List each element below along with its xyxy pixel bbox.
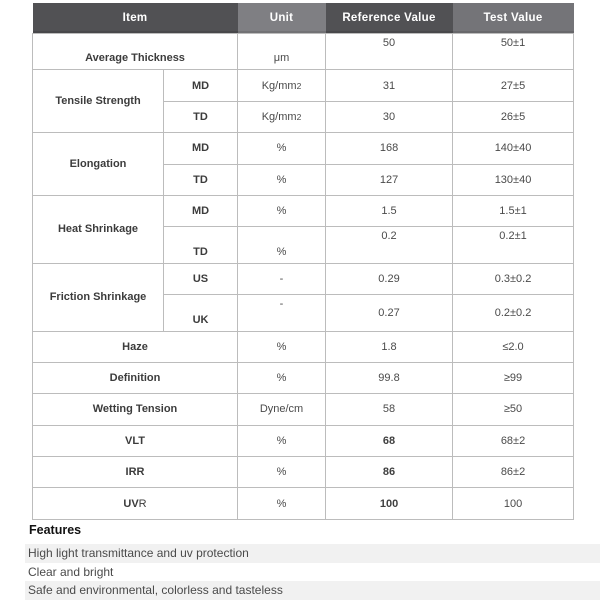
- feature-item: Clear and bright: [25, 563, 600, 582]
- unit-cell: %: [238, 133, 326, 164]
- sub-item-cell: TD: [164, 227, 238, 263]
- unit-text: Kg/mm: [261, 110, 297, 123]
- unit-cell: %: [238, 488, 326, 519]
- test-cell: 50±1: [453, 34, 574, 70]
- item-cell: Haze: [33, 331, 238, 362]
- spec-table-container: [32, 3, 574, 520]
- unit-cell: -: [238, 295, 326, 331]
- features-title: Features: [29, 523, 82, 537]
- sub-item-cell: UK: [164, 295, 238, 331]
- reference-cell: 0.29: [326, 263, 453, 294]
- reference-cell: 168: [326, 133, 453, 164]
- item-cell: Wetting Tension: [33, 394, 238, 425]
- item-cell: Elongation: [33, 133, 164, 196]
- unit-subscript: 2: [296, 80, 302, 91]
- test-cell: 86±2: [453, 457, 574, 488]
- table-row: [33, 331, 574, 362]
- reference-cell: 99.8: [326, 362, 453, 393]
- unit-cell: %: [238, 331, 326, 362]
- reference-cell: 100: [326, 488, 453, 519]
- test-cell: 0.2±0.2: [453, 295, 574, 331]
- spec-table: [32, 3, 574, 520]
- unit-cell: [238, 101, 326, 132]
- item-text-suffix: R: [138, 497, 147, 510]
- reference-cell: 1.8: [326, 331, 453, 362]
- table-row: [33, 34, 574, 70]
- table-row: [33, 195, 574, 226]
- item-cell: IRR: [33, 457, 238, 488]
- table-row: [33, 70, 574, 101]
- sub-item-cell: MD: [164, 133, 238, 164]
- sub-item-cell: MD: [164, 70, 238, 101]
- item-cell: [33, 488, 238, 519]
- item-cell: Heat Shrinkage: [33, 195, 164, 263]
- item-cell: Friction Shrinkage: [33, 263, 164, 331]
- test-cell: 68±2: [453, 425, 574, 456]
- unit-cell: %: [238, 164, 326, 195]
- sub-item-cell: MD: [164, 195, 238, 226]
- test-cell: ≥50: [453, 394, 574, 425]
- unit-text: Kg/mm: [261, 79, 297, 92]
- unit-cell: %: [238, 457, 326, 488]
- table-row: [33, 394, 574, 425]
- reference-cell: 86: [326, 457, 453, 488]
- feature-item: Safe and environmental, colorless and tasteless: [25, 581, 600, 600]
- table-row: [33, 362, 574, 393]
- table-row: [33, 457, 574, 488]
- test-cell: 0.2±1: [453, 227, 574, 263]
- table-header-row: [33, 3, 574, 34]
- item-cell: Tensile Strength: [33, 70, 164, 133]
- test-cell: 27±5: [453, 70, 574, 101]
- unit-cell: %: [238, 425, 326, 456]
- header-test-value: Test Value: [453, 3, 574, 34]
- test-cell: ≥99: [453, 362, 574, 393]
- feature-item: High light transmittance and uv protection: [25, 544, 600, 563]
- item-cell: Definition: [33, 362, 238, 393]
- reference-cell: 127: [326, 164, 453, 195]
- reference-cell: 0.2: [326, 227, 453, 263]
- test-cell: 26±5: [453, 101, 574, 132]
- test-cell: 140±40: [453, 133, 574, 164]
- reference-cell: 50: [326, 34, 453, 70]
- sub-item-cell: US: [164, 263, 238, 294]
- reference-cell: 1.5: [326, 195, 453, 226]
- item-text: UV: [123, 497, 139, 510]
- reference-cell: 30: [326, 101, 453, 132]
- header-unit: Unit: [238, 3, 326, 34]
- test-cell: 130±40: [453, 164, 574, 195]
- unit-cell: [238, 70, 326, 101]
- unit-cell: %: [238, 362, 326, 393]
- test-cell: 0.3±0.2: [453, 263, 574, 294]
- test-cell: ≤2.0: [453, 331, 574, 362]
- unit-cell: %: [238, 227, 326, 263]
- header-item: Item: [33, 3, 238, 34]
- reference-cell: 68: [326, 425, 453, 456]
- table-row: [33, 133, 574, 164]
- test-cell: 1.5±1: [453, 195, 574, 226]
- features-list: [25, 544, 600, 600]
- unit-cell: Dyne/cm: [238, 394, 326, 425]
- reference-cell: 0.27: [326, 295, 453, 331]
- unit-cell: μm: [238, 34, 326, 70]
- reference-cell: 31: [326, 70, 453, 101]
- unit-subscript: 2: [296, 111, 302, 122]
- sub-item-cell: TD: [164, 101, 238, 132]
- unit-cell: -: [238, 263, 326, 294]
- table-row: [33, 263, 574, 294]
- reference-cell: 58: [326, 394, 453, 425]
- unit-cell: %: [238, 195, 326, 226]
- item-cell: Average Thickness: [33, 34, 238, 70]
- table-row: [33, 425, 574, 456]
- header-reference-value: Reference Value: [326, 3, 453, 34]
- item-cell: VLT: [33, 425, 238, 456]
- test-cell: 100: [453, 488, 574, 519]
- table-row: [33, 488, 574, 519]
- sub-item-cell: TD: [164, 164, 238, 195]
